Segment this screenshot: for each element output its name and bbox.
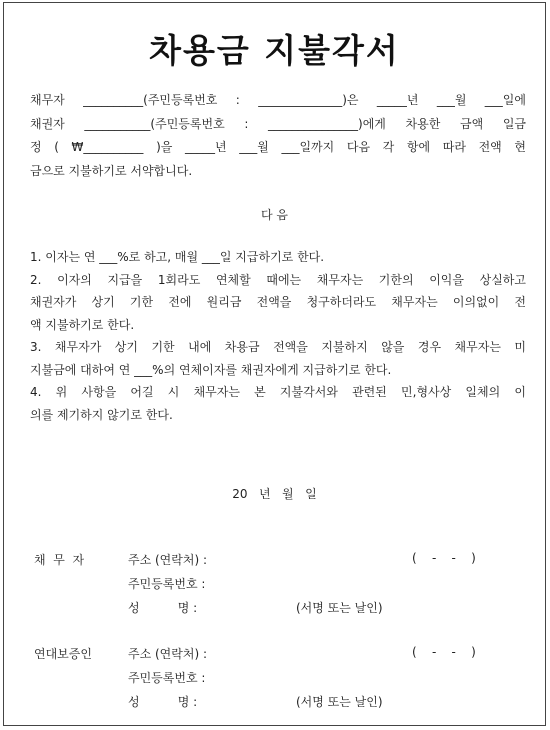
debtor-role: 채 무 자: [34, 553, 85, 567]
date-line: 20 년 월 일: [232, 487, 317, 501]
clause-line: 의를 제기하지 않기로 한다.: [30, 407, 173, 422]
guarantor-role: 연대보증인: [34, 647, 92, 661]
section-heading: 다 음: [261, 208, 288, 222]
clause-line: 1. 이자는 연 ___%로 하고, 매월 ___일 지급하기로 한다.: [30, 250, 325, 264]
clause-line: 지불금에 대하여 연 ___%의 연체이자를 채권자에게 지급하기로 한다.: [30, 362, 392, 377]
debtor-sign-note: (서명 또는 날인): [296, 601, 383, 615]
intro-paragraph: [30, 89, 526, 183]
intro-line: 채권자 ___________(주민등록번호 : _______________)에게 차용한 금액 일금: [30, 116, 526, 131]
guarantor-id-label: 주민등록번호 :: [128, 671, 206, 685]
clause-line: 액 지불하기로 한다.: [30, 317, 135, 332]
intro-line: 금으로 지불하기로 서약합니다.: [30, 163, 193, 178]
guarantor-address-label: 주소 (연락처) :: [128, 647, 207, 661]
intro-line: 정 ( ₩__________ )을 _____년 ___월 ___일까지 다음 각 항에 따라 전액 현: [30, 140, 526, 154]
debtor-address-label: 주소 (연락처) :: [128, 553, 207, 567]
clause-line: 3. 채무자가 상기 기한 내에 차용금 전액을 지불하지 않을 경우 채무자는 미: [30, 340, 526, 354]
guarantor-phone-placeholder: ( - - ): [412, 645, 476, 659]
clause-line: 2. 이자의 지급을 1회라도 연체할 때에는 채무자는 기한의 이익을 상실하고: [30, 272, 526, 287]
guarantor-name-label: 성 명 :: [128, 695, 198, 709]
guarantor-sign-note: (서명 또는 날인): [296, 695, 383, 709]
document-page: [3, 2, 546, 726]
document-title: 차용금 지불각서: [149, 31, 400, 70]
intro-line: 채무자 __________(주민등록번호 : ______________)은 _____년 ___월 ___일에: [30, 93, 526, 107]
clauses: [30, 246, 526, 426]
debtor-id-label: 주민등록번호 :: [128, 577, 206, 591]
clause-line: 4. 위 사항을 어길 시 채무자는 본 지불각서와 관련된 민,형사상 일체의 이: [30, 385, 526, 399]
clause-line: 채권자가 상기 기한 전에 원리금 전액을 청구하더라도 채무자는 이의없이 전: [30, 295, 526, 309]
debtor-name-label: 성 명 :: [128, 601, 198, 615]
debtor-phone-placeholder: ( - - ): [412, 551, 476, 565]
